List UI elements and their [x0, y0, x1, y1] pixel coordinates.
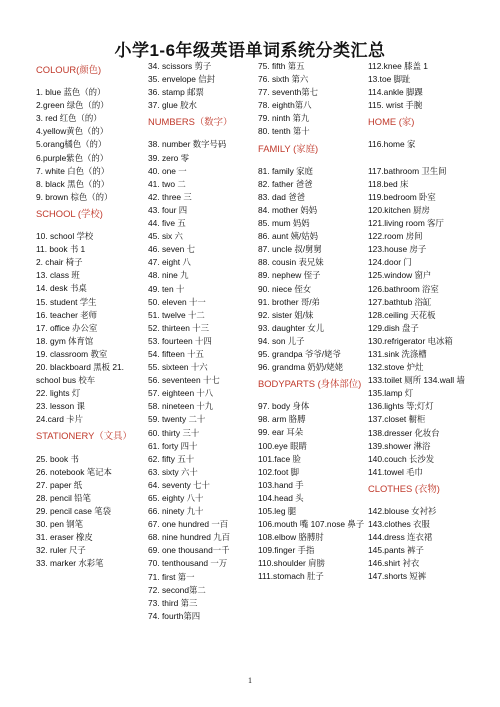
vocab-item: 131.sink 洗涤槽 [368, 348, 427, 359]
column-1 [36, 60, 149, 570]
vocab-item: 114.ankle 脚踝 [368, 87, 423, 98]
vocab-item: 111.stomach 肚子 [258, 571, 324, 582]
vocab-item: 138.dresser 化妆台 [368, 427, 440, 438]
vocab-item: 85. mum 妈妈 [258, 218, 310, 229]
vocab-item: 16. teacher 老师 [36, 309, 97, 320]
vocab-item: 42. three 三 [148, 191, 192, 202]
vocab-item: 45. six 六 [148, 231, 183, 242]
vocab-item: 40. one 一 [148, 165, 187, 176]
vocab-item: 140.couch 长沙发 [368, 453, 435, 464]
vocab-item: 2.green 绿色（的） [36, 100, 109, 111]
vocab-item: 17. office 办公室 [36, 322, 98, 333]
vocab-item: 147.shorts 短裤 [368, 571, 427, 582]
vocab-item: 96. grandma 奶奶/姥姥 [258, 362, 344, 373]
vocab-item: 2. chair 椅子 [36, 257, 83, 268]
spacer [368, 152, 481, 165]
vocab-item: 9. brown 棕色（的） [36, 191, 113, 202]
vocab-item: 89. nephew 侄子 [258, 270, 321, 281]
vocab-item: 129.dish 盘子 [368, 322, 419, 333]
vocab-item: 29. pencil case 笔袋 [36, 505, 111, 516]
vocab-item: 34. scissors 剪子 [148, 61, 212, 71]
vocab-item: 136.lights 等;灯灯 [368, 401, 434, 412]
vocab-item: 69. one thousand一千 [148, 545, 230, 556]
vocab-item: 49. ten 十 [148, 283, 185, 294]
vocab-item: 43. four 四 [148, 204, 188, 215]
vocab-item: 127.bathtub 浴缸 [368, 296, 432, 307]
vocab-item: 37. glue 胶水 [148, 100, 197, 111]
vocab-item: 141.towel 毛巾 [368, 466, 423, 477]
vocab-item: 10. school 学校 [36, 231, 94, 242]
vocab-item: 80. tenth 第十 [258, 126, 310, 137]
vocab-item: 126.bathroom 浴室 [368, 283, 439, 294]
vocab-item: 133.toilet 厕所 134.wall 墙 [368, 375, 465, 386]
vocab-item: 48. nine 九 [148, 270, 189, 281]
vocab-item: 32. ruler 尺子 [36, 545, 86, 556]
vocab-item: 30. pen 钢笔 [36, 519, 84, 529]
category-heading: NUMBERS（数字） [148, 116, 233, 128]
vocab-item: 66. ninety 九十 [148, 506, 204, 517]
column-2 [148, 60, 261, 623]
vocab-item: 59. twenty 二十 [148, 414, 206, 425]
vocab-item: 15. student 学生 [36, 296, 97, 307]
vocab-item: 74. fourth第四 [148, 610, 201, 621]
vocab-item: 106.mouth 嘴 107.nose 鼻子 108.elbow 胳膊肘 [258, 519, 365, 543]
vocab-item: 36. stamp 邮票 [148, 87, 204, 98]
vocab-item: 98. arm 胳膊 [258, 414, 306, 425]
vocab-item: 103.hand 手 [258, 479, 304, 490]
vocab-item: 117.bathroom 卫生间 [368, 165, 447, 176]
vocab-item: 132.stove 炉灶 [368, 362, 424, 373]
vocab-item: 33. marker 水彩笔 [36, 558, 104, 569]
vocab-item: 121.living room 客厅 [368, 218, 444, 229]
category-heading: FAMILY (家庭) [258, 142, 319, 154]
vocab-item: 51. twelve 十二 [148, 309, 205, 320]
vocab-item: 130.refrigerator 电冰箱 [368, 335, 453, 346]
vocab-item: 68. nine hundred 九百 [148, 532, 230, 543]
vocab-item: 56. seventeen 十七 [148, 375, 220, 386]
category-heading: COLOUR(颜色) [36, 64, 102, 75]
vocab-item: 92. sister 姐/妹 [258, 309, 314, 320]
vocab-item: 6.purple紫色（的） [36, 152, 109, 163]
vocab-item: 79. ninth 第九 [258, 113, 310, 124]
vocab-item: 105.leg 腿 [258, 506, 297, 516]
vocab-item: 8. black 黑色（的） [36, 178, 110, 189]
vocab-item: 91. brother 哥/弟 [258, 296, 320, 307]
vocab-item: 125.window 窗户 [368, 270, 432, 281]
page-title: 小学1-6年级英语单词系统分类汇总 [114, 41, 386, 60]
vocab-item: 31. eraser 橡皮 [36, 532, 93, 543]
vocab-item: 27. paper 纸 [36, 479, 83, 490]
vocab-item: 26. notebook 笔记本 [36, 466, 112, 477]
vocab-item: 135.lamp 灯 [368, 388, 414, 399]
vocab-item: 35. envelope 信封 [148, 74, 216, 85]
vocab-item: 78. eighth第八 [258, 100, 312, 111]
vocab-item: 50. eleven 十一 [148, 296, 206, 307]
vocab-item: 88. cousin 表兄妹 [258, 257, 324, 268]
vocab-item: 18. gym 体育馆 [36, 335, 94, 346]
vocab-item: 99. ear 耳朵 [258, 427, 304, 438]
vocab-item: 62. fifty 五十 [148, 453, 195, 464]
vocab-item: 57. eighteen 十八 [148, 388, 214, 399]
vocab-item: 19. classroom 教室 [36, 348, 108, 359]
vocab-item: 82. father 爸爸 [258, 178, 313, 189]
vocab-item: 23. lesson 课 [36, 401, 85, 412]
vocab-item: 65. eighty 八十 [148, 493, 204, 503]
vocab-item: 71. first 第一 [148, 571, 195, 582]
vocab-item: 61. forty 四十 [148, 440, 198, 451]
vocab-item: 123.house 房子 [368, 244, 427, 255]
vocab-item: 76. sixth 第六 [258, 74, 309, 85]
vocab-item: 58. nineteen 十九 [148, 401, 214, 412]
vocab-item: 118.bed 床 [368, 178, 409, 189]
vocab-item: 124.door 门 [368, 257, 412, 268]
vocab-item: 60. thirty 三十 [148, 427, 200, 438]
vocab-item: 143.clothes 衣服 [368, 519, 430, 530]
vocab-item: 38. number 数字号码 [148, 139, 227, 150]
vocab-item: 77. seventh第七 [258, 87, 319, 98]
vocab-item: 95. grandpa 爷爷/姥爷 [258, 348, 341, 359]
vocab-item: 146.shirt 衬衣 [368, 558, 420, 569]
vocab-item: 54. fifteen 十五 [148, 348, 204, 359]
vocab-item: 4.yellow黄色（的） [36, 126, 109, 137]
vocab-item: 22. lights 灯 [36, 388, 81, 399]
vocab-item: 115. wrist 手腕 [368, 100, 423, 111]
column-4 [368, 60, 481, 584]
page-number: 1 [248, 676, 252, 685]
vocab-item: 102.foot 脚 [258, 466, 299, 477]
vocab-item: 94. son 儿子 [258, 335, 305, 346]
vocab-item: 73. third 第三 [148, 597, 198, 608]
category-heading: SCHOOL (学校) [36, 207, 103, 219]
vocab-item: 11. book 书 1 [36, 244, 86, 255]
vocab-item: 81. family 家庭 [258, 165, 313, 176]
vocab-item: 75. fifth 第五 [258, 61, 305, 71]
vocab-item: 20. blackboard 黑板 21. school bus 校车 [36, 361, 124, 386]
vocab-item: 120.kitchen 厨房 [368, 204, 430, 215]
vocab-item: 7. white 白色（的） [36, 165, 110, 176]
vocab-item: 104.head 头 [258, 492, 304, 503]
vocab-item: 46. seven 七 [148, 244, 196, 255]
category-heading: BODYPARTS (身体部位) [258, 378, 362, 390]
vocab-item: 112.knee 膝盖 1 [368, 61, 428, 71]
vocab-item: 83. dad 爸爸 [258, 191, 306, 202]
vocab-item: 144.dress 连衣裙 [368, 532, 433, 543]
vocab-item: 28. pencil 铅笔 [36, 492, 91, 503]
vocab-item: 70. tenthousand 一万 [148, 558, 228, 569]
vocab-item: 110.shoulder 肩膀 [258, 558, 325, 569]
category-heading: STATIONERY（文具） [36, 430, 132, 442]
vocab-item: 14. desk 书桌 [36, 283, 87, 294]
vocab-item: 13. class 班 [36, 270, 80, 281]
category-heading: CLOTHES (衣物) [368, 482, 440, 494]
vocab-item: 67. one hundred 一百 [148, 519, 229, 530]
vocab-item: 119.bedroom 卧室 [368, 191, 436, 202]
vocab-item: 41. two 二 [148, 178, 186, 189]
vocab-item: 100.eye 眼睛 [258, 440, 307, 451]
vocab-item: 1. blue 蓝色（的） [36, 87, 106, 98]
vocab-item: 24.card 卡片 [36, 414, 84, 425]
vocab-item: 39. zero 零 [148, 152, 189, 163]
vocab-item: 145.pants 裤子 [368, 545, 424, 556]
vocab-item: 128.ceiling 天花板 [368, 309, 436, 320]
vocab-item: 93. daughter 女儿 [258, 322, 325, 333]
vocab-item: 101.face 脸 [258, 453, 301, 464]
vocab-item: 63. sixty 六十 [148, 466, 198, 477]
vocab-item: 90. niece 侄女 [258, 283, 312, 294]
column-3 [258, 60, 371, 584]
vocab-item: 137.closet 橱柜 [368, 414, 426, 425]
vocab-item: 13.toe 脚趾 [368, 74, 411, 85]
vocab-item: 47. eight 八 [148, 257, 191, 268]
vocab-item: 52. thirteen 十三 [148, 322, 209, 333]
vocab-item: 44. five 五 [148, 218, 186, 229]
vocab-item: 97. body 身体 [258, 401, 310, 412]
vocab-item: 53. fourteen 十四 [148, 335, 212, 346]
category-heading: HOME (家) [368, 116, 415, 128]
vocab-item: 86. aunt 姨/姑妈 [258, 231, 319, 242]
vocab-item: 122.room 房间 [368, 231, 423, 242]
vocab-item: 25. book 书 [36, 453, 79, 464]
vocab-item: 116.home 家 [368, 139, 416, 150]
vocab-item: 142.blouse 女衬衫 [368, 506, 437, 516]
vocab-item: 55. sixteen 十六 [148, 362, 208, 373]
vocab-item: 139.shower 淋浴 [368, 440, 431, 451]
vocab-item: 109.finger 手指 [258, 545, 315, 556]
vocab-item: 64. seventy 七十 [148, 479, 210, 490]
vocab-item: 3. red 红色（的） [36, 113, 102, 124]
vocab-item: 72. second第二 [148, 584, 206, 595]
vocab-item: 84. mother 妈妈 [258, 204, 318, 215]
vocab-item: 5.orang橘色（的） [36, 139, 107, 150]
vocab-item: 87. uncle 叔/舅舅 [258, 244, 322, 255]
